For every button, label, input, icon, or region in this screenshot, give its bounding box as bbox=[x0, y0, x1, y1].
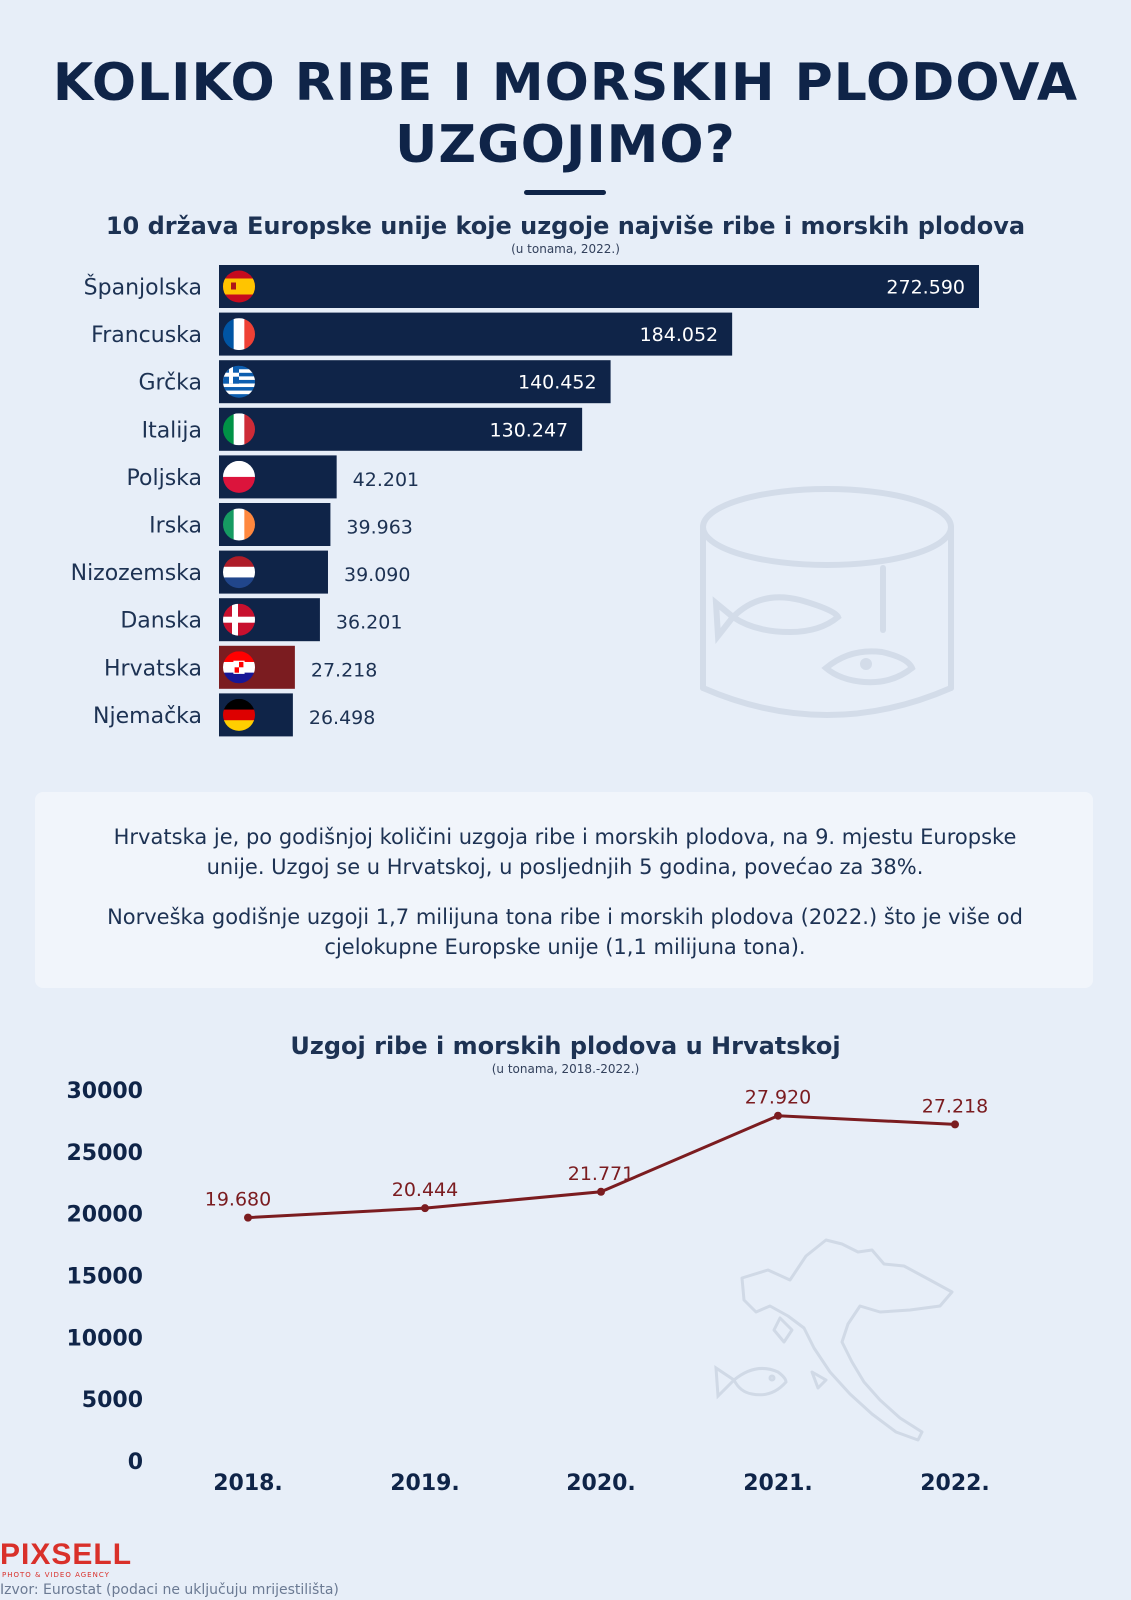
data-point bbox=[951, 1120, 959, 1128]
bar-value-label: 27.218 bbox=[310, 659, 378, 682]
data-point-label: 27.218 bbox=[921, 1095, 989, 1118]
y-tick-label: 0 bbox=[127, 1450, 143, 1475]
country-label: Grčka bbox=[138, 370, 202, 396]
data-point bbox=[421, 1204, 429, 1212]
country-label: Njemačka bbox=[93, 703, 202, 729]
bar-row bbox=[104, 646, 377, 689]
flag-denmark-icon bbox=[223, 604, 255, 636]
country-label: Hrvatska bbox=[103, 656, 202, 682]
y-tick-label: 20000 bbox=[66, 1202, 143, 1228]
bar-row bbox=[93, 693, 375, 736]
info-paragraph-2 bbox=[55, 902, 1075, 962]
fish-tank-icon bbox=[703, 489, 951, 715]
x-tick-label: 2020. bbox=[566, 1471, 636, 1496]
bar-row bbox=[71, 551, 411, 594]
bar-row bbox=[149, 503, 413, 546]
bar-value-label: 36.201 bbox=[335, 611, 403, 634]
data-point-label: 21.771 bbox=[567, 1162, 635, 1185]
data-point bbox=[597, 1188, 605, 1196]
info-paragraph-2-line-1: Norveška godišnje uzgoji 1,7 milijuna tona ribe i morskih plodova (2022.) što je više od bbox=[107, 905, 1023, 929]
line-chart bbox=[0, 1080, 1131, 1530]
info-paragraph-1-line-2: unije. Uzgoj se u Hrvatskoj, u posljednjih 5 godina, povećao za 38%. bbox=[206, 855, 924, 879]
title-line-2: UZGOJIMO? bbox=[395, 115, 736, 175]
country-label: Francuska bbox=[91, 323, 202, 349]
x-tick-label: 2021. bbox=[743, 1471, 813, 1496]
y-tick-label: 10000 bbox=[66, 1326, 143, 1352]
bar-row bbox=[138, 360, 610, 403]
info-paragraph-2-line-2: cjelokupne Europske unije (1,1 milijuna tona). bbox=[324, 935, 806, 959]
bar-value-label: 39.963 bbox=[346, 516, 413, 539]
data-point-label: 27.920 bbox=[744, 1086, 812, 1109]
y-axis bbox=[66, 1080, 143, 1475]
country-label: Danska bbox=[120, 608, 202, 634]
pixsell-logo: PIXSELL bbox=[0, 1538, 133, 1571]
title-line-1: KOLIKO RIBE I MORSKIH PLODOVA bbox=[52, 53, 1079, 113]
line-chart-subtitle: Uzgoj ribe i morskih plodova u Hrvatskoj bbox=[290, 1032, 841, 1060]
flag-spain-icon bbox=[223, 271, 255, 303]
page-title bbox=[0, 52, 1131, 176]
title-divider bbox=[524, 190, 606, 195]
bar-chart bbox=[0, 260, 1131, 750]
y-tick-label: 15000 bbox=[66, 1264, 143, 1290]
data-point bbox=[244, 1214, 252, 1222]
country-label: Nizozemska bbox=[70, 561, 202, 587]
y-tick-label: 30000 bbox=[66, 1080, 143, 1104]
y-tick-label: 25000 bbox=[66, 1140, 143, 1166]
info-paragraph-1-line-1: Hrvatska je, po godišnjoj količini uzgoja ribe i morskih plodova, na 9. mjestu Europske bbox=[113, 825, 1017, 849]
line-chart-note: (u tonama, 2018.-2022.) bbox=[491, 1062, 640, 1076]
bar-value-label: 26.498 bbox=[308, 706, 376, 729]
country-label: Italija bbox=[141, 418, 202, 444]
fish-icon bbox=[716, 1368, 786, 1396]
bar-value-label: 39.090 bbox=[343, 564, 411, 587]
info-paragraph-1 bbox=[55, 822, 1075, 882]
x-tick-label: 2018. bbox=[213, 1471, 283, 1496]
bar-row bbox=[142, 408, 583, 451]
croatia-map-icon bbox=[742, 1240, 952, 1440]
country-label: Španjolska bbox=[83, 275, 202, 301]
pixsell-logo-subtitle: PHOTO & VIDEO AGENCY bbox=[2, 1571, 110, 1579]
source-note: Izvor: Eurostat (podaci ne uključuju mrijestilišta) bbox=[0, 1582, 339, 1598]
x-tick-label: 2022. bbox=[920, 1471, 990, 1496]
bar-chart-note: (u tonama, 2022.) bbox=[511, 242, 620, 256]
data-point bbox=[774, 1112, 782, 1120]
line-series bbox=[205, 1087, 988, 1222]
y-tick-label: 5000 bbox=[81, 1388, 143, 1414]
bar-value-label: 130.247 bbox=[489, 419, 569, 442]
country-label: Irska bbox=[149, 513, 202, 539]
data-point-label: 20.444 bbox=[391, 1179, 459, 1202]
data-point-label: 19.680 bbox=[204, 1188, 272, 1211]
bar-row bbox=[84, 265, 979, 308]
bar-value-label: 140.452 bbox=[518, 371, 597, 394]
bar-value-label: 42.201 bbox=[352, 468, 420, 491]
bar-value-label: 184.052 bbox=[639, 324, 719, 347]
x-axis bbox=[213, 1471, 990, 1496]
bar-row bbox=[91, 313, 732, 356]
bar bbox=[219, 265, 979, 308]
bar-row bbox=[120, 598, 402, 641]
bars-group bbox=[71, 265, 979, 736]
x-tick-label: 2019. bbox=[390, 1471, 460, 1496]
bar-chart-subtitle: 10 država Europske unije koje uzgoje najviše ribe i morskih plodova bbox=[105, 212, 1026, 240]
bar-value-label: 272.590 bbox=[886, 276, 965, 299]
country-label: Poljska bbox=[126, 465, 202, 491]
bar-row bbox=[127, 455, 420, 498]
